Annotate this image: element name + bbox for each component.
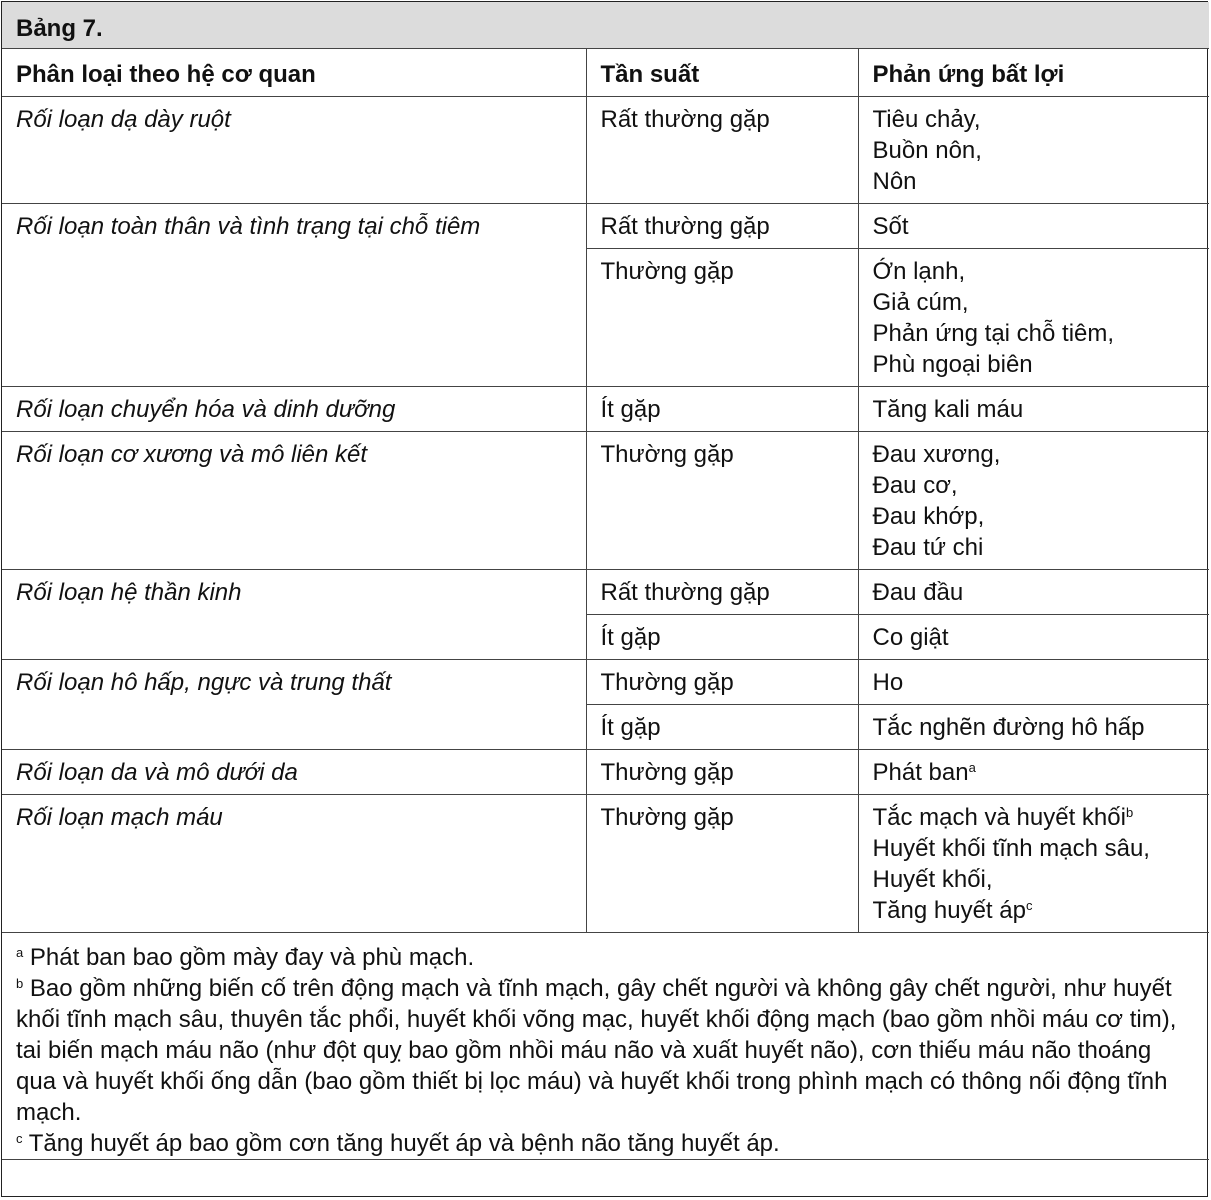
table-row	[2, 386, 1209, 431]
reaction-cell	[858, 96, 1209, 203]
system-cell: Rối loạn dạ dày ruột	[2, 96, 586, 203]
frequency-cell: Thường gặp	[586, 248, 858, 386]
table-row	[2, 749, 1209, 794]
reaction-item: Đau xương,	[872, 440, 1001, 468]
footnote-ref: c	[1025, 897, 1033, 913]
table-row	[2, 659, 1209, 704]
header-frequency: Tần suất	[586, 48, 858, 96]
footnote-ref: b	[1125, 804, 1134, 820]
frequency-cell: Ít gặp	[586, 614, 858, 659]
reaction-item	[873, 757, 1196, 788]
reaction-item: Phản ứng tại chỗ tiêm,	[872, 319, 1115, 347]
reaction-cell	[858, 386, 1209, 431]
reaction-cell	[858, 569, 1209, 614]
reaction-item: Đau tứ chi	[872, 533, 984, 561]
reaction-item: Sốt	[872, 212, 909, 240]
reaction-item: Buồn nôn,	[872, 136, 982, 164]
reaction-cell	[858, 749, 1209, 794]
reaction-item: Nôn	[872, 167, 917, 195]
footnote	[16, 1128, 1195, 1159]
table-row	[2, 96, 1209, 203]
reaction-item: Đau khớp,	[872, 502, 985, 530]
reaction-item: Ho	[872, 668, 904, 696]
reaction-item: Phù ngoại biên	[872, 350, 1033, 378]
table-caption: Bảng 7.	[2, 2, 1209, 48]
system-cell: Rối loạn chuyển hóa và dinh dưỡng	[2, 386, 586, 431]
frequency-cell: Rất thường gặp	[586, 203, 858, 248]
system-cell: Rối loạn hệ thần kinh	[2, 569, 586, 659]
reaction-text: Phát ban	[872, 758, 969, 786]
reaction-item: Tiêu chảy,	[872, 105, 981, 133]
reaction-item	[873, 802, 1196, 833]
system-cell: Rối loạn toàn thân và tình trạng tại chỗ tiêm	[2, 203, 586, 386]
system-cell: Rối loạn mạch máu	[2, 794, 586, 932]
table-row	[2, 569, 1209, 614]
system-cell: Rối loạn da và mô dưới da	[2, 749, 586, 794]
footnote-text: Bao gồm những biến cố trên động mạch và tĩnh mạch, gây chết người và không gây chết người, như huyết khối tĩnh mạch sâu, thuyên tắc phổi, huyết khối võng mạc, huyết khối động mạch (bao gồm nhồi máu cơ tim), tai biến mạch máu não (như đột quỵ bao gồm nhồi máu não và xuất huyết não), cơn thiếu máu não thoáng qua và huyết khối ống dẫn (bao gồm thiết bị lọc máu) và huyết khối trong phình mạch có thông nối động tĩnh mạch.	[16, 974, 1177, 1126]
footnote	[16, 973, 1195, 1128]
reaction-cell	[858, 614, 1209, 659]
reaction-item: Đau đầu	[872, 578, 964, 606]
frequency-cell: Rất thường gặp	[586, 569, 858, 614]
frequency-cell: Thường gặp	[586, 794, 858, 932]
footnote-mark: b	[16, 975, 24, 991]
table-row	[2, 794, 1209, 932]
frequency-cell: Ít gặp	[586, 386, 858, 431]
adverse-reactions-table	[2, 2, 1209, 1160]
reaction-cell	[858, 203, 1209, 248]
reaction-cell	[858, 248, 1209, 386]
reaction-item: Tăng kali máu	[872, 395, 1024, 423]
reaction-cell	[858, 704, 1209, 749]
reaction-item: Ớn lạnh,	[872, 257, 966, 285]
footnote-text: Tăng huyết áp bao gồm cơn tăng huyết áp và bệnh não tăng huyết áp.	[22, 1129, 780, 1157]
header-row	[2, 48, 1209, 96]
frequency-cell: Rất thường gặp	[586, 96, 858, 203]
reaction-item: Huyết khối tĩnh mạch sâu,	[872, 834, 1150, 862]
system-cell: Rối loạn hô hấp, ngực và trung thất	[2, 659, 586, 749]
header-system-organ-class: Phân loại theo hệ cơ quan	[2, 48, 586, 96]
table-row	[2, 203, 1209, 248]
frequency-cell: Thường gặp	[586, 431, 858, 569]
frequency-cell: Thường gặp	[586, 749, 858, 794]
reaction-cell	[858, 794, 1209, 932]
reaction-item: Tắc nghẽn đường hô hấp	[872, 713, 1145, 741]
reaction-text: Tăng huyết áp	[872, 896, 1026, 924]
footnote-mark: c	[16, 1130, 23, 1146]
adverse-reactions-table-frame	[1, 1, 1208, 1197]
footnote	[16, 942, 1195, 973]
reaction-cell	[858, 431, 1209, 569]
reaction-text: Tắc mạch và huyết khối	[872, 803, 1126, 831]
system-cell: Rối loạn cơ xương và mô liên kết	[2, 431, 586, 569]
footnote-mark: a	[16, 944, 24, 960]
header-adverse-reaction: Phản ứng bất lợi	[858, 48, 1209, 96]
reaction-item: Co giật	[872, 623, 949, 651]
footnotes	[2, 932, 1209, 1159]
reaction-cell	[858, 659, 1209, 704]
frequency-cell: Thường gặp	[586, 659, 858, 704]
reaction-item: Huyết khối,	[872, 865, 993, 893]
footnote-ref: a	[968, 759, 976, 775]
reaction-item	[873, 895, 1196, 926]
reaction-item: Đau cơ,	[872, 471, 958, 499]
table-row	[2, 431, 1209, 569]
reaction-item: Giả cúm,	[872, 288, 969, 316]
frequency-cell: Ít gặp	[586, 704, 858, 749]
footnote-text: Phát ban bao gồm mày đay và phù mạch.	[23, 943, 475, 971]
